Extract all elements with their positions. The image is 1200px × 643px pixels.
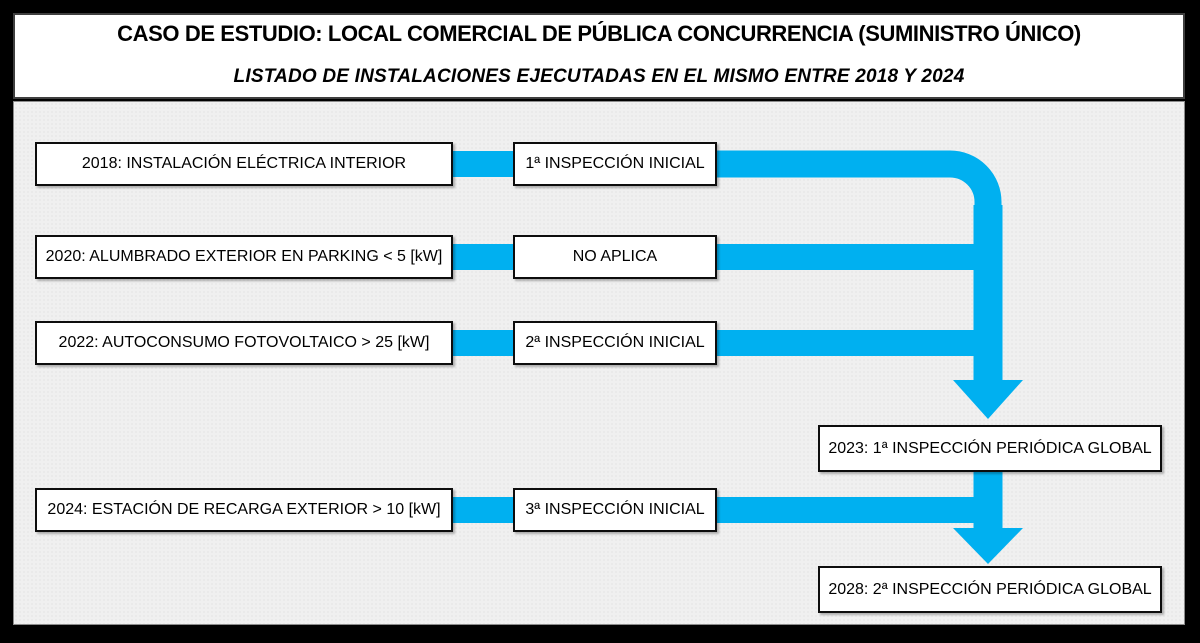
installation-label-row3: 2022: AUTOCONSUMO FOTOVOLTAICO > 25 [kW]	[58, 334, 430, 351]
inspection-box-row3	[513, 321, 717, 365]
inspection-box-row4	[513, 488, 717, 532]
installation-box-row1	[35, 142, 453, 186]
page-subtitle: LISTADO DE INSTALACIONES EJECUTADAS EN EL MISMO ENTRE 2018 Y 2024	[233, 66, 965, 87]
inspection-label-row1: 1ª INSPECCIÓN INICIAL	[525, 155, 705, 172]
inspection-label-row4: 3ª INSPECCIÓN INICIAL	[525, 501, 705, 518]
global-inspection-box-2023	[818, 425, 1162, 472]
installation-box-row4	[35, 488, 453, 532]
global-inspection-label-2023: 2023: 1ª INSPECCIÓN PERIÓDICA GLOBAL	[828, 439, 1152, 457]
installation-label-row1: 2018: INSTALACIÓN ELÉCTRICA INTERIOR	[81, 155, 407, 172]
inspection-box-row2	[513, 235, 717, 279]
global-inspection-box-2028	[818, 566, 1162, 613]
inspection-box-row1	[513, 142, 717, 186]
installation-label-row4: 2024: ESTACIÓN DE RECARGA EXTERIOR > 10 [kW]	[47, 501, 441, 518]
down-arrowhead-to-2028-icon	[953, 528, 1023, 564]
inspection-label-row2: NO APLICA	[572, 248, 658, 265]
global-inspection-label-2028: 2028: 2ª INSPECCIÓN PERIÓDICA GLOBAL	[828, 580, 1152, 598]
page-title: CASO DE ESTUDIO: LOCAL COMERCIAL DE PÚBLICA CONCURRENCIA (SUMINISTRO ÚNICO)	[117, 21, 1081, 46]
installation-box-row3	[35, 321, 453, 365]
installation-label-row2: 2020: ALUMBRADO EXTERIOR EN PARKING < 5 [kW]	[45, 248, 443, 265]
installation-box-row2	[35, 235, 453, 279]
down-arrowhead-to-2023-icon	[953, 380, 1023, 419]
inspection-label-row3: 2ª INSPECCIÓN INICIAL	[525, 334, 705, 351]
